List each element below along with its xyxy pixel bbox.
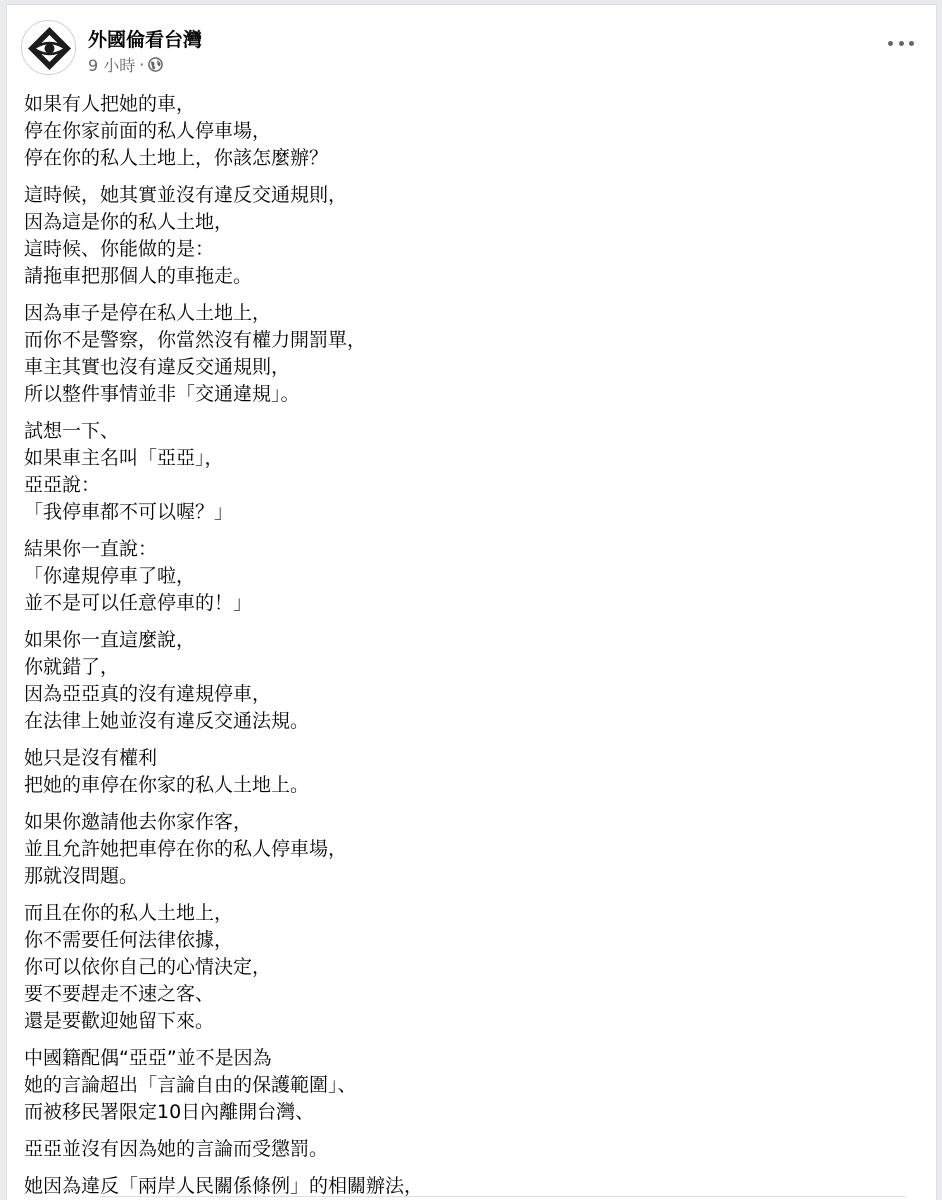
post-text-line: 在法律上她並沒有違反交通法規。 [24,710,310,732]
post-divider [97,1196,906,1200]
globe-icon[interactable] [148,57,163,72]
post-text-line: 所以整件事情並非「交通違規」。 [24,383,300,405]
post-text-line: 因為這是你的私人土地， [24,211,234,233]
post-text-line: 那就沒問題。 [24,865,139,887]
post-text-line: 亞亞並沒有因為她的言論而受懲罰。 [24,1138,329,1160]
post-paragraph [24,91,916,172]
post-text-line: 如果你一直這麼說， [24,629,196,651]
post-paragraph [24,627,916,735]
post-paragraph [24,1045,916,1126]
post-text-line: 中國籍配偶“亞亞”並不是因為 [24,1047,272,1069]
page-name-link[interactable]: 外國倫看台灣 [88,29,203,51]
post-text-line: 這時候，她其實並沒有違反交通規則， [24,184,348,206]
post-paragraph [24,745,916,799]
post-text-line: 試想一下、 [24,420,120,442]
post-text-line: 如果你邀請他去你家作客， [24,811,253,833]
post-text-line: 而被移民署限定10日內離開台灣、 [24,1101,315,1123]
post-text-line: 還是要歡迎她留下來。 [24,1010,215,1032]
post-meta [88,53,163,76]
post-text-line: 她只是沒有權利 [24,747,158,769]
post-text-line: 並不是可以任意停車的！」 [24,592,253,614]
more-dot-icon [888,41,893,46]
post-text-line: 車主其實也沒有違反交通規則， [24,356,291,378]
post-text-line: 她因為違反「兩岸人民關係條例」的相關辦法， [24,1175,424,1197]
post-text-line: 如果車主名叫「亞亞」， [24,447,224,469]
post-text-line: 「我停車都不可以喔？」 [24,501,234,523]
post-paragraph [24,900,916,1035]
post-paragraph [24,809,916,890]
post-paragraph [24,536,916,617]
post-text-line: 你就錯了， [24,656,120,678]
post-text-line: 你可以依你自己的心情決定， [24,956,272,978]
post-text-line: 把她的車停在你家的私人土地上。 [24,774,310,796]
post-text-line: 結果你一直說： [24,538,158,560]
eye-diamond-logo-icon [22,21,76,75]
post-text-line: 請拖車把那個人的車拖走。 [24,265,253,287]
page-avatar[interactable] [21,20,76,75]
post-text-line: 停在你家前面的私人停車場， [24,120,272,142]
post-text-line: 而你不是警察，你當然沒有權力開罰單， [24,329,367,351]
post-text-line: 她的言論超出「言論自由的保護範圍」、 [24,1074,357,1096]
post-text-line: 要不要趕走不速之客、 [24,983,215,1005]
post-text-line: 你不需要任何法律依據， [24,929,234,951]
more-options-button[interactable] [888,35,914,51]
post-text-line: 亞亞說： [24,474,101,496]
post-text-line: 停在你的私人土地上，你該怎麼辦？ [24,147,329,169]
more-dot-icon [899,41,904,46]
post-timestamp[interactable]: 9 小時 [88,56,136,75]
post-body [24,91,916,1200]
post-paragraph [24,300,916,408]
post-text-line: 因為車子是停在私人土地上， [24,302,272,324]
post-text-line: 並且允許她把車停在你的私人停車場， [24,838,348,860]
post-text-line: 因為亞亞真的沒有違規停車， [24,683,272,705]
more-dot-icon [909,41,914,46]
post-text-line: 而且在你的私人土地上， [24,902,234,924]
post-text-line: 「你違規停車了啦， [24,565,196,587]
post-paragraph [24,182,916,290]
post-header [7,5,936,85]
post-paragraph [24,1136,916,1163]
meta-separator: · [139,55,145,74]
post-text-line: 這時候、你能做的是： [24,238,215,260]
post-text-line: 如果有人把她的車， [24,93,196,115]
post-paragraph [24,418,916,526]
post-card [6,4,937,1200]
